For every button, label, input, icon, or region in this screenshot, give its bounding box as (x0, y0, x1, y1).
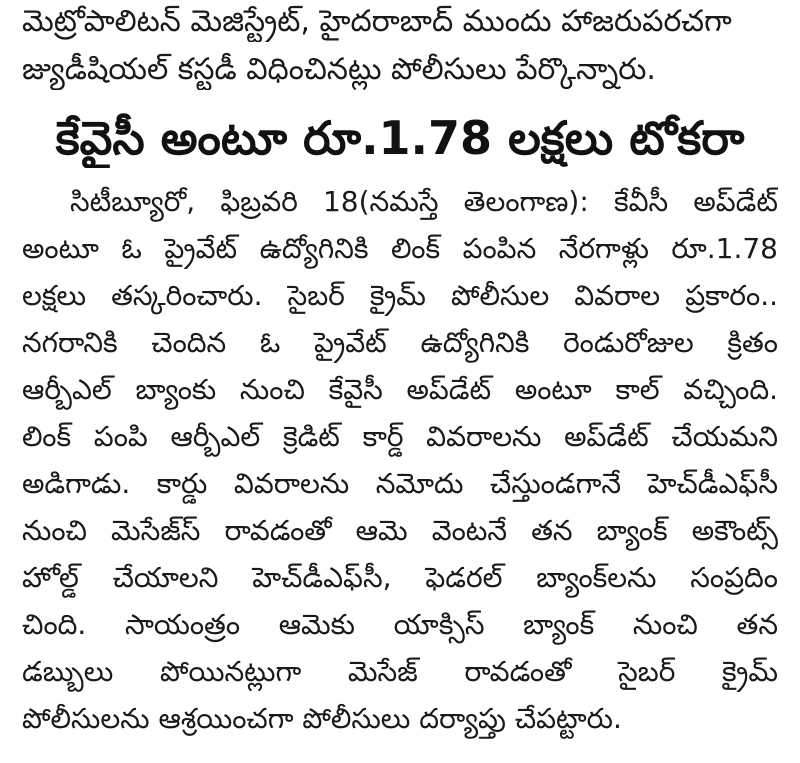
article-body-line-3: లక్షలు తస్కరించారు. సైబర్ క్రైమ్ పోలీసుల వివరాల ప్రకారం.. (22, 279, 778, 312)
article-body-line-2: అంటూ ఓ ప్రైవేట్ ఉద్యోగినికి లింక్ పంపిన నేరగాళ్లు రూ.1.78 (22, 232, 778, 265)
article-body-line-5: ఆర్బీఎల్ బ్యాంకు నుంచి కేవైసీ అప్‌డేట్ అంటూ కాల్ వచ్చింది. (22, 373, 778, 406)
article-body-line-8: నుంచి మెసేజ్‌స్ రావడంతో ఆమె వెంటనే తన బ్యాంక్ అకౌంట్స్ (22, 514, 778, 547)
previous-story-line-2: జ్యుడీషియల్ కస్టడీ విధించినట్లు పోలీసులు పేర్కొన్నారు. (22, 52, 656, 87)
article-body-line-7: అడిగాడు. కార్డు వివరాలను నమోదు చేస్తుండగానే హెచ్‌డీఎఫ్‌సీ (22, 467, 778, 500)
article-body-line-10: చింది. సాయంత్రం ఆమెకు యాక్సిస్ బ్యాంక్ నుంచి తన (22, 608, 778, 641)
article-body-line-1: సిటీబ్యూరో, ఫిబ్రవరి 18(నమస్తే తెలంగాణ): కేవీసీ అప్‌డేట్ (70, 185, 778, 218)
article-body-line-11: డబ్బులు పోయినట్లుగా మెసేజ్ రావడంతో సైబర్ క్రైమ్ (22, 655, 778, 688)
article-body-line-4: నగరానికి చెందిన ఓ ప్రైవేట్ ఉద్యోగినికి రెండురోజుల క్రితం (22, 326, 778, 359)
previous-story-line-1: మెట్రోపాలిటన్ మెజిస్ట్రేట్, హైదరాబాద్ ముందు హాజరుపరచగా (22, 4, 732, 39)
article-body-line-9: హోల్డ్ చేయాలని హెచ్‌డీఎఫ్‌సీ, ఫెడరల్ బ్యాంక్‌లను సంప్రదిం (22, 561, 778, 594)
article-body-line-12: పోలీసులను ఆశ్రయించగా పోలీసులు దర్యాప్తు చేపట్టారు. (22, 702, 622, 735)
article-headline: కేవైసీ అంటూ రూ.1.78 లక్షలు టోకరా (55, 111, 745, 165)
article-body-line-6: లింక్ పంపి ఆర్బీఎల్ క్రెడిట్ కార్డ్ వివరాలను అప్‌డేట్ చేయమని (22, 420, 778, 453)
